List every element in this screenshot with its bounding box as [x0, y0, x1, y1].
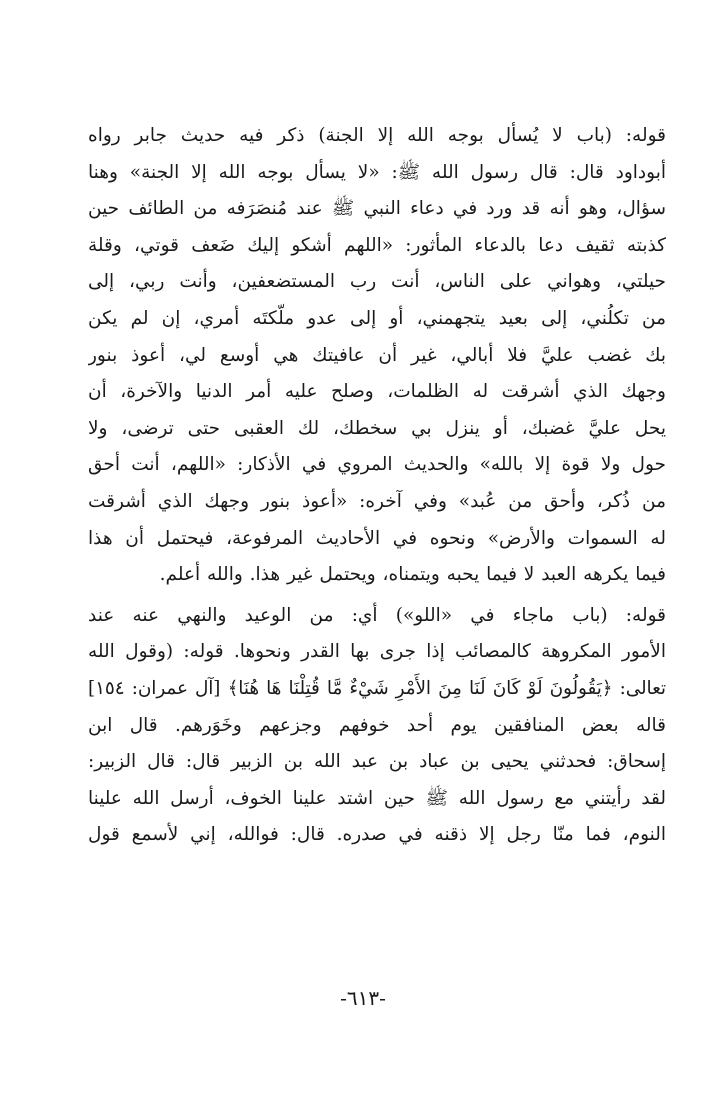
text-line: لقد رأيتني مع رسول الله ﷺ حين اشتد علينا الخوف، أرسل الله علينا [88, 787, 666, 809]
paragraph-2 [88, 598, 666, 854]
paragraph-1 [88, 118, 666, 594]
text-line: قوله: (باب لا يُسأل بوجه الله إلا الجنة) ذكر فيه حديث جابر رواه [88, 125, 666, 146]
text-line: حول ولا قوة إلا بالله» والحديث المروي في الأذكار: «اللهم، أنت أحق [88, 454, 666, 476]
text-line: الأمور المكروهة كالمصائب إذا جرى بها القدر ونحوها. قوله: (وقول الله [88, 641, 666, 663]
text-line: فيما يكرهه العبد لا فيما يحبه ويتمناه، ويحتمل غير هذا. والله أعلم. [159, 564, 666, 586]
text-line: تعالى: ﴿يَقُولُونَ لَوْ كَانَ لَنَا مِنَ الأَمْرِ شَيْءٌ مَّا قُتِلْنَا هَا هُنَا﴾ [آل عمران: ١٥٤] [88, 677, 666, 699]
text-line: له السموات والأرض» ونحوه في الأحاديث المرفوعة، فيحتمل أن هذا [88, 527, 666, 549]
text-line: قاله بعض المنافقين يوم أحد خوفهم وجزعهم وخَوَرهم. قال ابن [88, 714, 666, 736]
text-line: من تكلُني، إلى بعيد يتجهمني، أو إلى عدو ملّكتَه أمري، إن لم يكن [88, 307, 666, 329]
text-line: أبوداود قال: قال رسول الله ﷺ: «لا يسأل بوجه الله إلا الجنة» وهنا [88, 161, 666, 183]
text-line: حيلتي، وهواني على الناس، أنت رب المستضعفين، وأنت ربي، إلى [88, 271, 666, 293]
text-line: يحل عليَّ غضبك، أو ينزل بي سخطك، لك العقبى حتى ترضى، ولا [88, 417, 666, 439]
text-line: إسحاق: فحدثني يحيى بن عباد بن عبد الله بن الزبير قال: قال الزبير: [88, 751, 666, 773]
text-line: سؤال، وهو أنه قد ورد في دعاء النبي ﷺ عند مُنصَرَفه من الطائف حين [88, 198, 666, 220]
text-line: قوله: (باب ماجاء في «اللو») أي: من الوعيد والنهي عنه عند [88, 604, 666, 626]
text-line: النوم، فما منّا رجل إلا ذقنه في صدره. قال: فوالله، إني لأسمع قول [88, 824, 666, 846]
page-number: -٦١٣- [340, 986, 386, 1010]
text-line: وجهك الذي أشرقت له الظلمات، وصلح عليه أمر الدنيا والآخرة، أن [88, 381, 666, 403]
page-body [88, 118, 666, 854]
text-line: كذبته ثقيف دعا بالدعاء المأثور: «اللهم أشكو إليك ضَعف قوتي، وقلة [88, 234, 666, 256]
text-line: من ذُكر، وأحق من عُبد» وفي آخره: «أعوذ بنور وجهك الذي أشرقت [88, 490, 666, 512]
text-line: بك غضب عليَّ فلا أبالي، غير أن عافيتك هي أوسع لي، أعوذ بنور [88, 344, 666, 366]
